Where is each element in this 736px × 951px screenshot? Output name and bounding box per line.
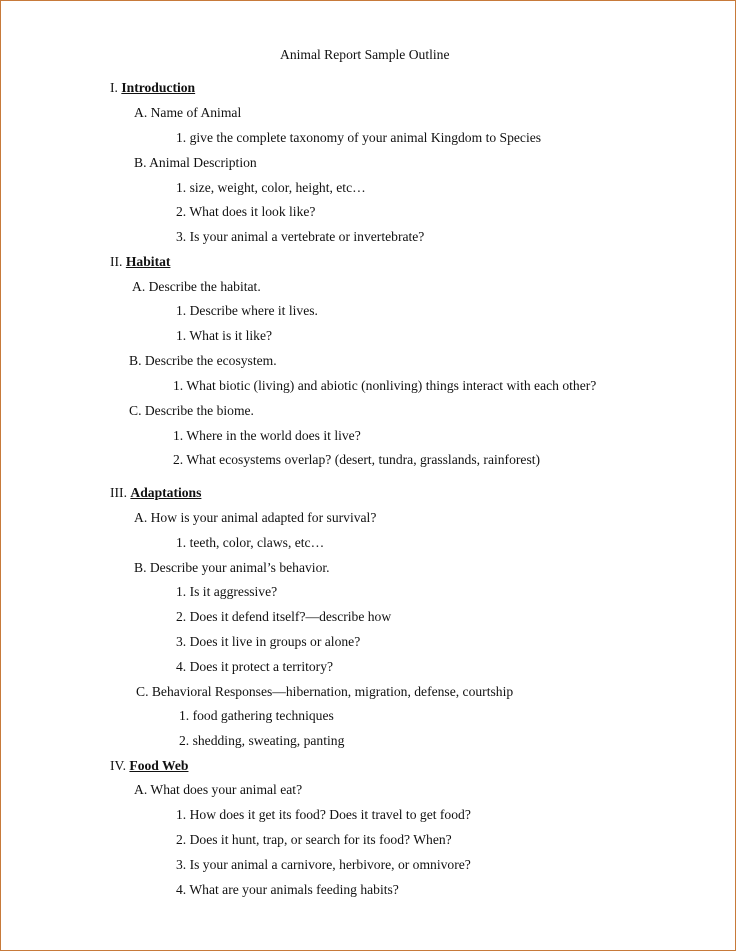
outline-item: B. Describe the ecosystem. [129, 353, 277, 368]
outline-item: 3. Does it live in groups or alone? [176, 634, 361, 649]
outline-item: A. Name of Animal [134, 105, 242, 120]
outline-item: C. Describe the biome. [129, 403, 254, 418]
section-number: I. [110, 80, 118, 95]
section-heading-adaptations [110, 485, 201, 501]
outline-item: 3. Is your animal a vertebrate or invertebrate? [176, 229, 425, 244]
outline-item: 2. Does it hunt, trap, or search for its food? When? [176, 832, 452, 847]
outline-item: B. Animal Description [134, 155, 257, 170]
outline-item: 1. How does it get its food? Does it travel to get food? [176, 807, 471, 822]
outline-item: 2. Does it defend itself?—describe how [176, 609, 392, 624]
section-number: II. [110, 254, 123, 269]
section-heading-introduction [110, 80, 195, 96]
section-number: III. [110, 485, 127, 500]
outline-item: 1. Is it aggressive? [176, 584, 278, 599]
outline-item: 3. Is your animal a carnivore, herbivore, or omnivore? [176, 857, 471, 872]
outline-item: A. What does your animal eat? [134, 782, 303, 797]
outline-item: 4. Does it protect a territory? [176, 659, 334, 674]
outline-item: 2. What ecosystems overlap? (desert, tundra, grasslands, rainforest) [173, 452, 541, 467]
section-heading-food-web [110, 758, 188, 774]
outline-item: 1. size, weight, color, height, etc… [176, 180, 366, 195]
section-title: Habitat [125, 254, 171, 269]
section-heading-habitat [110, 254, 170, 270]
outline-item: 1. What biotic (living) and abiotic (nonliving) things interact with each other? [173, 378, 597, 393]
section-title: Food Web [129, 758, 189, 773]
section-number: IV. [110, 758, 126, 773]
outline-item: A. How is your animal adapted for survival? [134, 510, 377, 525]
outline-item: 1. Describe where it lives. [176, 303, 318, 318]
outline-item: 1. Where in the world does it live? [173, 428, 361, 443]
outline-item: 2. shedding, sweating, panting [179, 733, 345, 748]
outline-item: B. Describe your animal’s behavior. [134, 560, 330, 575]
section-title: Adaptations [130, 485, 202, 500]
section-title: Introduction [121, 80, 196, 95]
outline-item: 1. food gathering techniques [179, 708, 334, 723]
outline-item: 1. teeth, color, claws, etc… [176, 535, 325, 550]
outline-item: 4. What are your animals feeding habits? [176, 882, 399, 897]
outline-item: 1. What is it like? [176, 328, 273, 343]
outline-item: 1. give the complete taxonomy of your animal Kingdom to Species [176, 130, 542, 145]
document-title: Animal Report Sample Outline [280, 47, 450, 62]
outline-item: C. Behavioral Responses—hibernation, migration, defense, courtship [136, 684, 514, 699]
outline-item: A. Describe the habitat. [132, 279, 261, 294]
outline-item: 2. What does it look like? [176, 204, 316, 219]
